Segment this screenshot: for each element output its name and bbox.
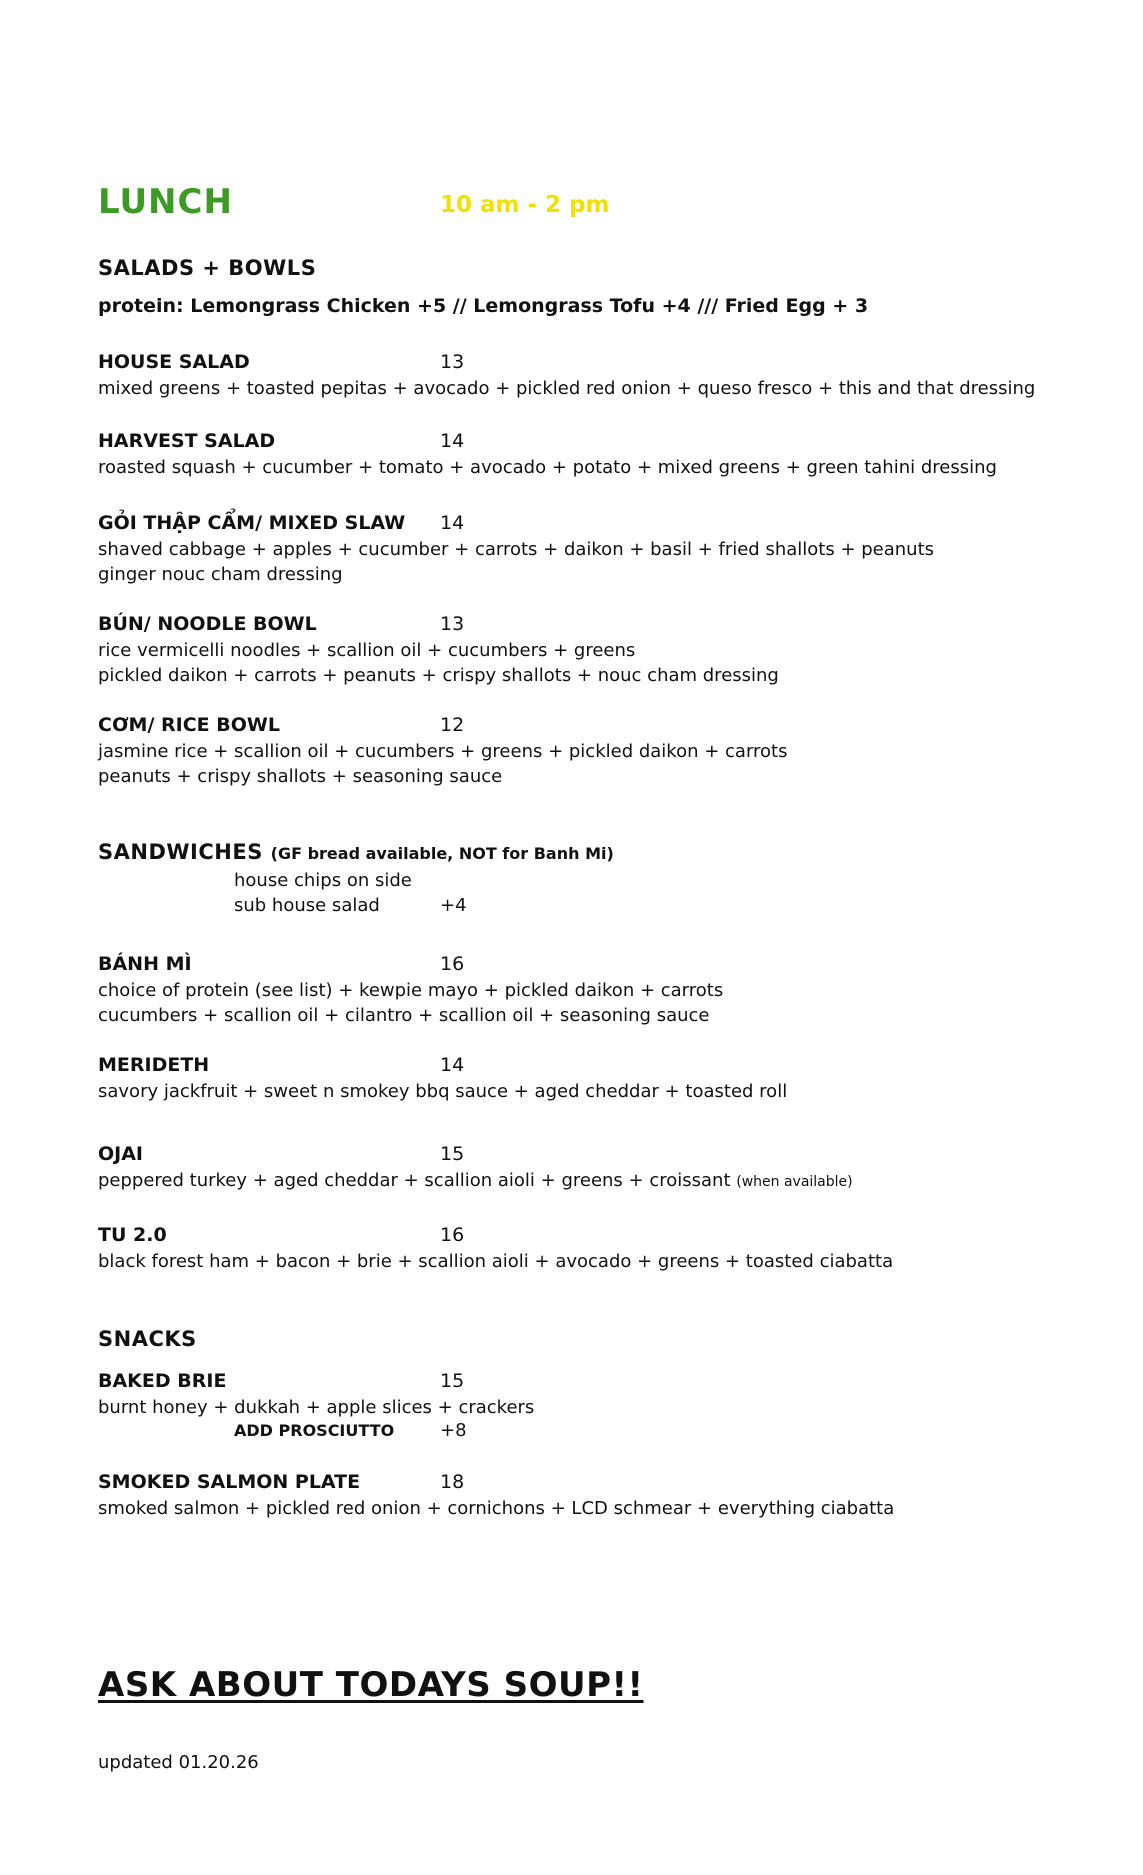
protein-options: protein: Lemongrass Chicken +5 // Lemongrass Tofu +4 /// Fried Egg + 3: [98, 295, 869, 317]
item-price: 12: [440, 714, 465, 736]
menu-item-mixed-slaw: [98, 510, 1118, 587]
item-name: TU 2.0: [98, 1224, 167, 1246]
item-name: CƠM/ RICE BOWL: [98, 714, 280, 736]
item-name: BAKED BRIE: [98, 1370, 227, 1392]
sandwiches-section-title: [98, 840, 614, 864]
item-name: BÁNH MÌ: [98, 953, 192, 975]
side-label: house chips on side: [234, 870, 412, 891]
item-price: 13: [440, 613, 465, 635]
item-price: 18: [440, 1471, 465, 1493]
updated-date: updated 01.20.26: [98, 1752, 259, 1773]
item-description: pickled daikon + carrots + peanuts + crispy shallots + nouc cham dressing: [98, 665, 779, 686]
item-description: black forest ham + bacon + brie + scallion aioli + avocado + greens + toasted ciabatta: [98, 1251, 894, 1272]
gf-bread-note: (GF bread available, NOT for Banh Mi): [270, 844, 614, 863]
item-price: 16: [440, 1224, 465, 1246]
item-description: savory jackfruit + sweet n smokey bbq sauce + aged cheddar + toasted roll: [98, 1081, 788, 1102]
menu-item-ojai: [98, 1141, 1118, 1195]
menu-item-rice-bowl: [98, 712, 1118, 789]
item-description: peanuts + crispy shallots + seasoning sauce: [98, 766, 503, 787]
item-name: HOUSE SALAD: [98, 351, 250, 373]
item-name: HARVEST SALAD: [98, 430, 276, 452]
menu-item-banh-mi: [98, 951, 1118, 1028]
item-description: jasmine rice + scallion oil + cucumbers + greens + pickled daikon + carrots: [98, 741, 788, 762]
menu-item-house-salad: [98, 349, 1118, 401]
side-note: [234, 868, 412, 893]
salads-section-title: SALADS + BOWLS: [98, 256, 317, 280]
item-description: ginger nouc cham dressing: [98, 564, 343, 585]
item-name: OJAI: [98, 1143, 143, 1165]
menu-item-harvest-salad: [98, 428, 1118, 480]
item-name: BÚN/ NOODLE BOWL: [98, 613, 317, 635]
item-description: burnt honey + dukkah + apple slices + crackers: [98, 1397, 535, 1418]
menu-item-smoked-salmon: [98, 1469, 1118, 1521]
availability-note: (when available): [736, 1174, 853, 1190]
sub-house-salad: [234, 893, 467, 918]
menu-item-merideth: [98, 1052, 1118, 1104]
item-description: shaved cabbage + apples + cucumber + carrots + daikon + basil + fried shallots + peanuts: [98, 539, 935, 560]
sandwiches-title: SANDWICHES: [98, 840, 263, 864]
item-description: [98, 1168, 1118, 1195]
addon-label: ADD PROSCIUTTO: [234, 1421, 395, 1440]
lunch-title: LUNCH: [98, 182, 233, 222]
addon-price: +8: [440, 1420, 467, 1441]
menu-item-baked-brie: [98, 1368, 1118, 1420]
item-price: 13: [440, 351, 465, 373]
snacks-section-title: SNACKS: [98, 1327, 197, 1351]
item-description: roasted squash + cucumber + tomato + avocado + potato + mixed greens + green tahini dressing: [98, 457, 997, 478]
item-description: mixed greens + toasted pepitas + avocado + pickled red onion + queso fresco + this and that dressing: [98, 378, 1036, 399]
item-name: GỎI THẬP CẨM/ MIXED SLAW: [98, 512, 406, 534]
sub-label: sub house salad: [234, 895, 380, 916]
item-description: rice vermicelli noodles + scallion oil + cucumbers + greens: [98, 640, 636, 661]
addon-prosciutto: [234, 1418, 467, 1443]
item-price: 14: [440, 430, 465, 452]
item-name: SMOKED SALMON PLATE: [98, 1471, 361, 1493]
menu-item-noodle-bowl: [98, 611, 1118, 688]
item-price: 15: [440, 1370, 465, 1392]
item-description: choice of protein (see list) + kewpie mayo + pickled daikon + carrots: [98, 980, 724, 1001]
item-price: 16: [440, 953, 465, 975]
item-description-main: peppered turkey + aged cheddar + scallion aioli + greens + croissant: [98, 1170, 731, 1191]
item-name: MERIDETH: [98, 1054, 210, 1076]
menu-item-tu-2: [98, 1222, 1118, 1274]
soup-callout: ASK ABOUT TODAYS SOUP!!: [98, 1665, 644, 1705]
item-price: 15: [440, 1143, 465, 1165]
item-price: 14: [440, 512, 465, 534]
lunch-hours: 10 am - 2 pm: [440, 192, 610, 218]
item-description: smoked salmon + pickled red onion + cornichons + LCD schmear + everything ciabatta: [98, 1498, 895, 1519]
item-description: cucumbers + scallion oil + cilantro + scallion oil + seasoning sauce: [98, 1005, 710, 1026]
sub-price: +4: [440, 895, 467, 916]
item-price: 14: [440, 1054, 465, 1076]
